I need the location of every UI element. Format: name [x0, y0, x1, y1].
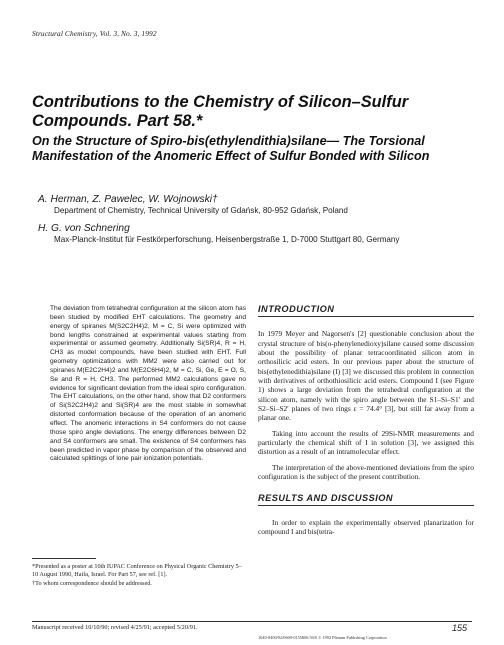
footer-divider [32, 621, 472, 622]
journal-header: Structural Chemistry, Vol. 3, No. 3, 1992 [32, 29, 157, 38]
article-subtitle: On the Structure of Spiro-bis(ethylendithia)silane— The Torsional Manifestation of the Anomeric Effect of Sulfur Bonded with Silicon [32, 134, 430, 163]
footnote: *Presented as a poster at 10th IUPAC Conference on Physical Organic Chemistry 5–10 August 1990, Haifa, Israel. For Part 57, see ref. [1]. [32, 563, 242, 578]
footnotes [32, 563, 247, 588]
right-column [258, 305, 474, 537]
paragraph: In order to explain the experimentally observed planarization for compound I and bis(tetra- [258, 517, 474, 537]
issn-copyright: 1040-0400/92/0600-0155$06.50/0 © 1992 Plenum Publishing Corporation [258, 635, 387, 640]
abstract [50, 305, 246, 464]
paragraph: The interpretation of the above-mentioned deviations from the spiro configuration is the subject of the present contribution. [258, 462, 474, 482]
footnote-divider [32, 558, 96, 559]
title-block [32, 93, 472, 163]
paragraph: In 1979 Meyer and Nagorsen's [2] questionable conclusion about the crystal structure of bis(o-phenylenedioxy)silane caused some discussion about the possibility of planar tetracoordinated silicon atom in orthosilicic acid esters. In our previous paper about the structure of bis(ethylenedithia)silane (I) [3] we discussed this problem in connection with derivatives of orthothiosilicic acid esters. Compound I (see Figure 1) shows a large deviation from the tetrahedral configuration at the silicon atom, namely with the spiro angle between the S1–Si–S1′ and S2–Si–S2′ planes of two rings ε = 74.4° [3], but still far away from a planar one. [258, 329, 474, 423]
author-list [38, 194, 478, 245]
author-group [38, 223, 478, 245]
author-affiliation: Max-Planck-Institut für Festkörperforschung, Heisenbergstraße 1, D-7000 Stuttgart 80, Germany [54, 235, 400, 244]
section-divider [258, 505, 474, 506]
author-affiliation: Department of Chemistry, Technical University of Gdańsk, 80-952 Gdańsk, Poland [54, 206, 348, 215]
article-title: Contributions to the Chemistry of Silicon–Sulfur Compounds. Part 58.* [32, 93, 409, 130]
author-names: H. G. von Schnering [38, 223, 130, 234]
footnote: †To whom correspondence should be addressed. [32, 579, 152, 587]
section-heading-results: RESULTS AND DISCUSSION [258, 492, 394, 503]
section-heading-introduction: INTRODUCTION [258, 304, 335, 314]
abstract-text: The deviation from tetrahedral configuration at the silicon atom has been studied by modified EHT calculations. The geometry and energy of spiranes M(S2C2H4)2, M = C, Si were optimized with bond lengths constrained at experimental values starting from experimental or assumed geometry. Additionally Si(SR)4, R = H, CH3 as model compounds, have been studied with EHT. Full geometry optimizations with MM2 were also carried out for spiranes M(E2C2H4)2 and M(E2C6H4)2, M = C, Si, Ge, E = O, S, Se and R = H, CH3. The performed MM2 calculations gave no evidence for significant deviation from the ideal spiro configuration. The EHT calculations, on the other hand, show that D2 conformers of Si(S2C2H4)2 and Si(SR)4 are the most stable in somewhat distorted conformation because of the operation of an anomeric effect. The anomeric interactions in S4 conformers do not cause those spiro angle deviations. The energy differences between D2 and S4 conformers are small. The existence of S4 conformers has been predicted in vapor phase by comparison of the observed and calculated splittings of lone pair ionization potentials. [50, 305, 246, 463]
page-number: 155 [452, 623, 468, 633]
manuscript-dates: Manuscript received 10/10/90; revised 4/25/91; accepted 5/20/91. [32, 624, 198, 631]
author-group [38, 194, 478, 216]
author-names: A. Herman, Z. Pawelec, W. Wojnowski† [38, 194, 218, 205]
paragraph: Taking into account the results of 29Si-NMR measurements and particularly the chemical shift of I in solution [3], we assigned this distortion as a result of an intramolecular effect. [258, 428, 474, 457]
section-divider [258, 316, 474, 317]
